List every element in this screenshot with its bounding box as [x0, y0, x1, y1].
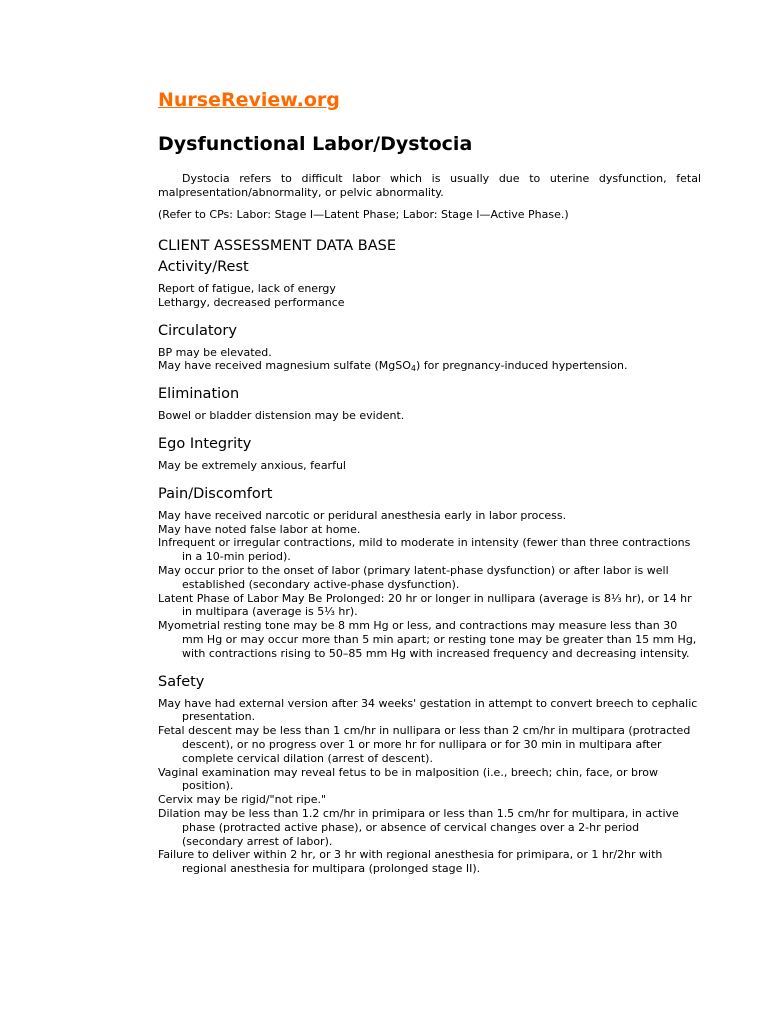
- site-link[interactable]: NurseReview.org: [158, 89, 340, 111]
- reference-note: (Refer to CPs: Labor: Stage I—Latent Phase; Labor: Stage I—Active Phase.): [158, 208, 569, 221]
- section-heading: Circulatory: [158, 322, 237, 339]
- list-item: May be extremely anxious, fearful: [158, 458, 346, 472]
- list-item: [158, 359, 701, 373]
- item-text: May have received magnesium sulfate (MgSO: [158, 359, 411, 373]
- section-heading: Activity/Rest: [158, 259, 249, 275]
- section-heading: Elimination: [158, 386, 240, 403]
- list-item: Lethargy, decreased performance: [158, 295, 345, 309]
- database-heading: CLIENT ASSESSMENT DATA BASE: [158, 238, 397, 254]
- section-heading: Ego Integrity: [158, 435, 252, 452]
- list-item: Myometrial resting tone may be 8 mm Hg or less, and contractions may measure less than 30 mm Hg or may occur more than 5 min apart; or resting tone may be greater than 15 mm Hg, with contractions rising to 50–85 mm Hg with increased frequency and decreasing intensity.: [158, 619, 697, 660]
- section-heading: Safety: [158, 673, 205, 690]
- list-item: May have received narcotic or peridural anesthesia early in labor process.: [158, 508, 567, 522]
- section-ego-integrity: [158, 434, 701, 473]
- item-text: ) for pregnancy-induced hypertension.: [416, 359, 628, 373]
- list-item: May have noted false labor at home.: [158, 522, 361, 536]
- list-item: Vaginal examination may reveal fetus to be in malposition (i.e., breech; chin, face, or brow position).: [158, 765, 659, 793]
- document-title: Dysfunctional Labor/Dystocia: [158, 133, 473, 155]
- document-content: [158, 86, 701, 876]
- section-elimination: [158, 384, 701, 423]
- list-item: Latent Phase of Labor May Be Prolonged: 20 hr or longer in nullipara (average is 8⅓ hr), or 14 hr in multipara (average is 5⅓ hr).: [158, 591, 692, 619]
- section-safety: [158, 672, 701, 876]
- list-item: Fetal descent may be less than 1 cm/hr in nullipara or less than 2 cm/hr in multipara (protracted descent), or no progress over 1 or more hr for nullipara or for 30 min in multipara after complete cervical dilation (arrest of descent).: [158, 724, 691, 765]
- list-item: May occur prior to the onset of labor (primary latent-phase dysfunction) or after labor is well established (secondary active-phase dysfunction).: [158, 563, 669, 591]
- subscript: 4: [410, 364, 416, 374]
- section-pain-discomfort: [158, 484, 701, 661]
- list-item: Bowel or bladder distension may be evident.: [158, 409, 405, 423]
- intro-paragraph: Dystocia refers to difficult labor which is usually due to uterine dysfunction, fetal malpresentation/abnormality, or pelvic abnormality.: [158, 172, 701, 199]
- list-item: Failure to deliver within 2 hr, or 3 hr with regional anesthesia for primipara, or 1 hr/2hr with regional anesthesia for multipara (prolonged stage II).: [158, 848, 663, 876]
- section-activity-rest: [158, 257, 701, 310]
- list-item: May have had external version after 34 weeks' gestation in attempt to convert breech to cephalic presentation.: [158, 696, 698, 724]
- list-item: BP may be elevated.: [158, 345, 272, 359]
- section-circulatory: [158, 321, 701, 374]
- list-item: Report of fatigue, lack of energy: [158, 282, 336, 295]
- list-item: Cervix may be rigid/"not ripe.": [158, 793, 327, 807]
- list-item: Dilation may be less than 1.2 cm/hr in primipara or less than 1.5 cm/hr for multipara, in active phase (protracted active phase), or absence of cervical changes over a 2-hr period (secondary arrest of labor).: [158, 806, 679, 848]
- list-item: Infrequent or irregular contractions, mild to moderate in intensity (fewer than three contractions in a 10-min period).: [158, 536, 691, 564]
- section-heading: Pain/Discomfort: [158, 485, 273, 502]
